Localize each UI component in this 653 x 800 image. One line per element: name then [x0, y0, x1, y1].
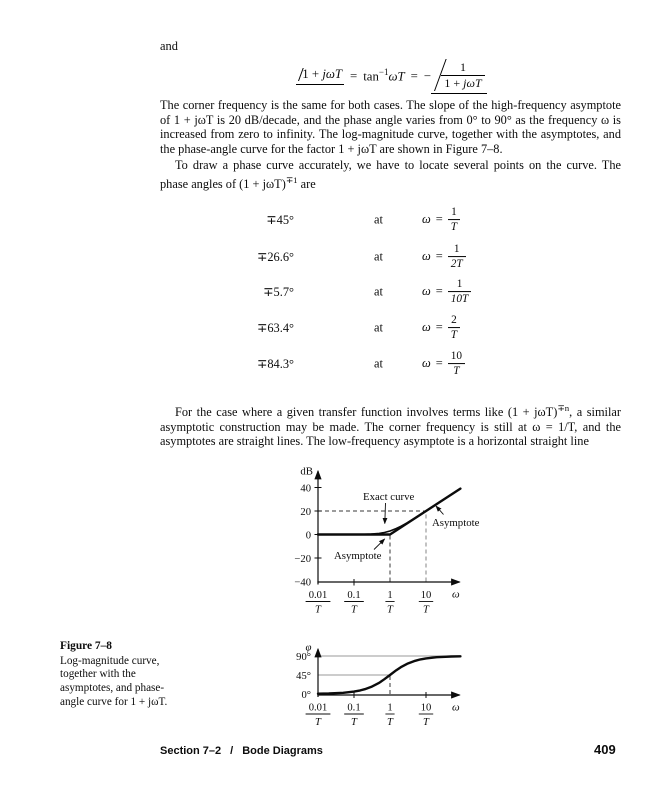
paragraph-text: are — [297, 176, 316, 191]
footer-chapter: Bode Diagrams — [242, 745, 323, 757]
y-tick-label: 40 — [300, 483, 311, 495]
phase-angle-value: ∓63.4° — [256, 321, 294, 335]
equals-sign: = — [435, 249, 443, 264]
exponent: ∓1 — [285, 174, 298, 185]
phase-point-row — [240, 203, 530, 237]
footer-separator: / — [230, 745, 234, 757]
fraction-numerator: 10 — [450, 350, 463, 363]
omega-expression — [422, 314, 460, 342]
math-var: jωT — [463, 76, 482, 91]
y-tick-label: 45° — [296, 670, 311, 682]
phase-point-row — [240, 275, 530, 309]
at-word: at — [374, 356, 383, 371]
figure-caption — [60, 640, 178, 710]
equals-sign: = — [435, 320, 443, 335]
fraction — [448, 314, 460, 342]
magnitude-y-axis-label: dB — [300, 465, 313, 478]
math-var: jωT — [322, 67, 343, 81]
fraction-numerator: 1 — [459, 60, 466, 75]
phase-angle-value: ∓5.7° — [263, 285, 294, 299]
math-text: 1 + — [444, 76, 464, 91]
at-word: at — [374, 320, 383, 335]
paragraph-text: For the case where a given transfer function involves terms like (1 + jωT) — [175, 405, 558, 420]
fraction-numerator: 1 — [451, 206, 457, 219]
phase-y-axis-label: φ — [305, 641, 312, 654]
fraction-denominator: T — [448, 364, 465, 378]
omega-expression — [422, 278, 471, 306]
y-tick-label: 20 — [300, 506, 311, 518]
paragraph-phase-curve — [160, 158, 621, 191]
y-tick-label: −40 — [294, 577, 311, 589]
phase-x-axis-label: ω — [452, 701, 460, 714]
asymptote-low-arrow-icon — [374, 539, 385, 550]
x-tick-numerator: 1 — [387, 702, 393, 714]
x-tick-numerator: 1 — [387, 590, 393, 601]
fraction-numerator: 1 — [456, 278, 463, 291]
fraction — [441, 61, 484, 90]
fraction — [448, 350, 465, 378]
omega-expression — [422, 243, 466, 271]
paragraph-text: To draw a phase curve accurately, we have to locate several points on the curve. The phase angles of (1 + jωT) — [160, 158, 621, 191]
at-word: at — [374, 249, 383, 264]
footer-section: Section 7–2 — [160, 745, 222, 757]
at-word: at — [374, 212, 383, 227]
fraction-denominator — [441, 75, 484, 90]
y-tick-label: −20 — [294, 553, 311, 565]
phase-chart — [283, 636, 493, 728]
x-tick-denominator: T — [315, 717, 321, 728]
exact-curve-arrow-icon — [385, 503, 386, 524]
function-name: tan — [363, 69, 379, 84]
running-footer — [160, 745, 323, 757]
minus-sign: − — [423, 68, 432, 83]
phase-angle-value: ∓45° — [266, 213, 294, 227]
x-tick-numerator: 0.01 — [308, 702, 328, 714]
phase-point-row — [240, 311, 530, 345]
paragraph-transfer-function — [160, 401, 621, 449]
math-text: 1 + — [302, 67, 323, 81]
magnitude-x-axis-label: ω — [452, 588, 460, 601]
phase-angle-value: ∓84.3° — [256, 357, 294, 371]
asymptote-high-arrow-icon — [436, 506, 444, 515]
equals-sign: = — [410, 68, 418, 83]
fraction — [448, 278, 472, 306]
fraction-numerator: 2 — [451, 314, 457, 327]
phase-point-row — [240, 240, 530, 274]
x-tick-numerator: 0.01 — [308, 590, 328, 601]
x-tick-denominator: T — [315, 604, 321, 616]
x-tick-numerator: 10 — [420, 702, 432, 714]
exponent: ∓n — [557, 403, 570, 413]
fraction — [448, 243, 466, 271]
exponent: −1 — [378, 67, 389, 78]
math-var: ω — [422, 284, 431, 299]
fraction-denominator: T — [448, 328, 460, 342]
connector-word: and — [160, 39, 178, 53]
omega-expression — [422, 206, 460, 234]
equals-sign: = — [435, 212, 443, 227]
annotation-exact-curve: Exact curve — [363, 491, 415, 503]
x-tick-numerator: 0.1 — [347, 590, 361, 601]
omega-expression — [422, 350, 465, 378]
arctan-term — [363, 67, 404, 84]
annotation-asymptote-low: Asymptote — [334, 550, 382, 562]
paragraph-corner-frequency: The corner frequency is the same for both cases. The slope of the high-frequency asymptote of 1 + jωT is 20 dB/decade, and the phase angle varies from 0° to 90° as the frequency ω is increased from zero to infinity. The log-magnitude curve, together with the asymptotes, and the phase-angle curve for the factor 1 + jωT are shown in Figure 7–8. — [160, 98, 621, 156]
x-tick-denominator: T — [423, 717, 429, 728]
fraction-denominator: 10T — [448, 292, 472, 306]
math-var: ωT — [388, 69, 405, 84]
x-tick-numerator: 0.1 — [347, 702, 361, 714]
fraction-denominator: T — [448, 220, 460, 234]
y-tick-label: 0 — [305, 530, 311, 542]
paragraph-text: , a similar asymptotic construction may be made. The corner frequency is still at ω = 1/T, and the asymptotes are straight lines. The low-frequency asymptote is a horizontal straight line — [160, 405, 621, 449]
x-tick-denominator: T — [387, 717, 393, 728]
phase-point-row — [240, 347, 530, 381]
equals-sign: = — [435, 284, 443, 299]
fraction-numerator: 1 — [453, 243, 460, 256]
math-term — [302, 67, 342, 82]
math-var: ω — [422, 320, 431, 335]
phase-angle-value: ∓26.6° — [256, 250, 294, 264]
x-tick-denominator: T — [351, 604, 357, 616]
angle-expression-left — [296, 67, 344, 85]
fraction-denominator: 2T — [448, 257, 466, 271]
figure-caption-body: Log-magnitude curve, together with the asymptotes, and phase-angle curve for 1 + jωT. — [60, 654, 168, 708]
equals-sign: = — [435, 356, 443, 371]
page-number: 409 — [594, 742, 616, 757]
x-tick-denominator: T — [387, 604, 393, 616]
display-equation — [296, 54, 487, 98]
equals-sign: = — [350, 68, 358, 83]
math-var: ω — [422, 249, 431, 264]
y-tick-label: 90° — [296, 651, 311, 663]
figure-caption-title: Figure 7–8 — [60, 640, 112, 652]
x-tick-denominator: T — [423, 604, 429, 616]
annotation-asymptote-high: Asymptote — [432, 517, 480, 529]
at-word: at — [374, 284, 383, 299]
magnitude-chart — [283, 458, 493, 618]
math-var: ω — [422, 356, 431, 371]
x-tick-denominator: T — [351, 717, 357, 728]
y-tick-label: 0° — [301, 689, 311, 701]
math-var: ω — [422, 212, 431, 227]
fraction — [448, 206, 460, 234]
angle-expression-right — [431, 59, 487, 94]
x-tick-numerator: 10 — [420, 590, 432, 601]
